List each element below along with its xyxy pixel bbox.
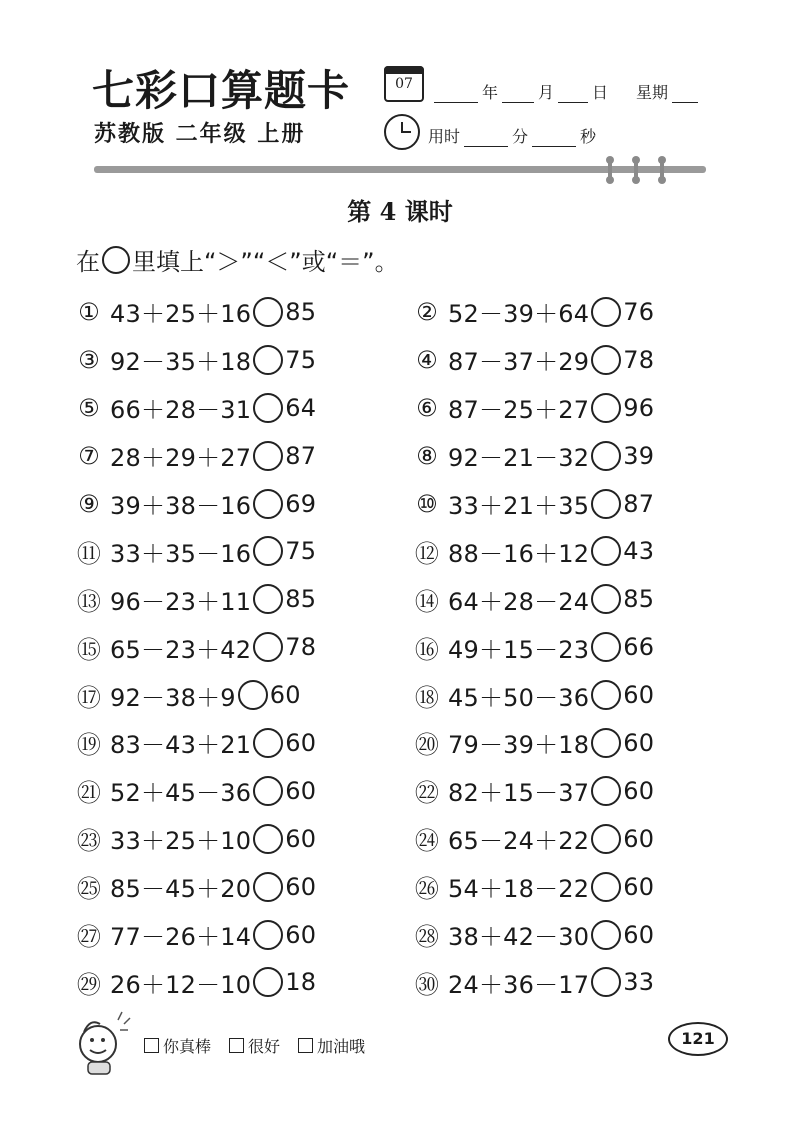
seconds-label: 秒 (580, 127, 597, 146)
problem-number: ㉓ (76, 827, 102, 856)
day-blank[interactable] (558, 84, 588, 103)
problem-compare-value: 75 (285, 345, 317, 374)
problem-number: ⑤ (78, 393, 100, 422)
problem-expression: 79－39＋18 (448, 731, 590, 760)
month-label: 月 (538, 83, 555, 102)
answer-circle[interactable] (591, 824, 621, 854)
problem-item (414, 719, 736, 767)
minutes-blank[interactable] (464, 128, 508, 147)
problem-expression: 77－26＋14 (110, 923, 252, 952)
problem-item (76, 336, 414, 384)
answer-circle[interactable] (591, 297, 621, 327)
problem-item (76, 719, 414, 767)
problem-compare-value: 85 (285, 585, 317, 614)
problem-item (76, 527, 414, 575)
instruction (76, 242, 399, 277)
problem-number: ⑦ (78, 441, 100, 470)
binder-pin-icon (608, 158, 612, 182)
answer-circle[interactable] (253, 441, 283, 471)
problem-expression: 26＋12－10 (110, 970, 252, 999)
problem-number: ⑱ (414, 683, 440, 712)
problem-compare-value: 60 (623, 920, 655, 949)
answer-circle[interactable] (591, 920, 621, 950)
weekday-label: 星期 (636, 83, 669, 102)
answer-circle[interactable] (591, 967, 621, 997)
answer-circle[interactable] (591, 584, 621, 614)
instruction-post: 里填上“＞”“＜”或“＝”。 (132, 248, 399, 276)
circle-icon (102, 246, 130, 274)
checkbox-icon[interactable] (229, 1038, 244, 1053)
calendar-icon (384, 66, 424, 102)
checkbox-icon[interactable] (144, 1038, 159, 1053)
problem-expression: 92－35＋18 (110, 348, 252, 377)
problem-number: ㉒ (414, 779, 440, 808)
problem-number: ④ (416, 345, 438, 374)
problem-compare-value: 78 (623, 345, 655, 374)
time-used-label: 用时 (428, 127, 461, 146)
problem-compare-value: 33 (623, 968, 655, 997)
time-line (428, 124, 596, 147)
problem-item (76, 671, 414, 719)
problem-item (76, 863, 414, 911)
problem-expression: 66＋28－31 (110, 396, 252, 425)
problem-compare-value: 43 (623, 537, 655, 566)
answer-circle[interactable] (591, 489, 621, 519)
problem-expression: 52－39＋64 (448, 300, 590, 329)
answer-circle[interactable] (591, 872, 621, 902)
problem-item (414, 815, 736, 863)
problem-compare-value: 18 (285, 968, 317, 997)
problem-number: ⑲ (76, 731, 102, 760)
weekday-blank[interactable] (672, 84, 698, 103)
problem-expression: 92－38＋9 (110, 683, 236, 712)
problem-expression: 49＋15－23 (448, 635, 590, 664)
lesson-title: 第 4 课时 (347, 197, 453, 226)
problem-item (76, 815, 414, 863)
problem-item (414, 480, 736, 528)
problem-compare-value: 78 (285, 633, 317, 662)
answer-circle[interactable] (253, 489, 283, 519)
problem-item (76, 911, 414, 959)
header-divider (94, 166, 706, 173)
problem-item (76, 623, 414, 671)
answer-circle[interactable] (591, 776, 621, 806)
problem-item (414, 432, 736, 480)
problem-expression: 64＋28－24 (448, 587, 590, 616)
problem-expression: 96－23＋11 (110, 587, 252, 616)
problem-compare-value: 60 (285, 776, 317, 805)
problem-number: ⑧ (416, 441, 438, 470)
brand-title: 七彩口算题卡 (92, 66, 351, 115)
answer-circle[interactable] (591, 728, 621, 758)
problem-compare-value: 60 (623, 728, 655, 757)
day-label: 日 (592, 83, 609, 102)
problem-expression: 87－37＋29 (448, 348, 590, 377)
problem-number: ① (78, 297, 100, 326)
problem-compare-value: 85 (623, 585, 655, 614)
problem-item (76, 288, 414, 336)
rating-label: 加油哦 (317, 1037, 366, 1056)
date-line (430, 80, 702, 103)
problem-compare-value: 60 (623, 681, 655, 710)
problem-item (414, 384, 736, 432)
problem-item (414, 288, 736, 336)
problem-number: ㉙ (76, 970, 102, 999)
answer-circle[interactable] (253, 393, 283, 423)
problem-expression: 65－24＋22 (448, 827, 590, 856)
answer-circle[interactable] (253, 824, 283, 854)
problem-number: ⑯ (414, 635, 440, 664)
answer-circle[interactable] (591, 393, 621, 423)
problem-compare-value: 96 (623, 393, 655, 422)
problem-item (414, 767, 736, 815)
problem-compare-value: 75 (285, 537, 317, 566)
mascot-icon (70, 1008, 134, 1080)
instruction-pre: 在 (76, 248, 100, 276)
problem-number: ⑨ (78, 489, 100, 518)
month-blank[interactable] (502, 84, 534, 103)
problem-number: ㉑ (76, 779, 102, 808)
answer-circle[interactable] (253, 967, 283, 997)
problem-expression: 83－43＋21 (110, 731, 252, 760)
answer-circle[interactable] (253, 584, 283, 614)
problem-item (414, 863, 736, 911)
problem-item (414, 336, 736, 384)
rating-option[interactable] (144, 1034, 211, 1057)
problem-compare-value: 60 (285, 824, 317, 853)
answer-circle[interactable] (253, 872, 283, 902)
problem-compare-value: 60 (623, 872, 655, 901)
rating-option[interactable] (229, 1034, 280, 1057)
problem-expression: 33＋35－16 (110, 539, 252, 568)
problem-expression: 38＋42－30 (448, 923, 590, 952)
problem-compare-value: 69 (285, 489, 317, 518)
problem-expression: 33＋21＋35 (448, 492, 590, 520)
clock-icon (384, 114, 420, 150)
problem-number: ③ (78, 345, 100, 374)
problem-expression: 82＋15－37 (448, 779, 590, 808)
problem-number: ② (416, 297, 438, 326)
problem-expression: 87－25＋27 (448, 396, 590, 425)
problem-compare-value: 85 (285, 297, 317, 326)
checkbox-icon[interactable] (298, 1038, 313, 1053)
problem-expression: 33＋25＋10 (110, 827, 252, 856)
answer-circle[interactable] (253, 920, 283, 950)
answer-circle[interactable] (253, 297, 283, 327)
problem-expression: 43＋25＋16 (110, 300, 252, 329)
self-rating (144, 1034, 365, 1057)
problem-item (76, 384, 414, 432)
problem-expression: 52＋45－36 (110, 779, 252, 808)
answer-circle[interactable] (253, 776, 283, 806)
problem-expression: 45＋50－36 (448, 683, 590, 712)
problem-compare-value: 87 (623, 489, 655, 518)
problem-number: ⑳ (414, 731, 440, 760)
problem-item (76, 432, 414, 480)
problem-compare-value: 64 (285, 393, 317, 422)
answer-circle[interactable] (591, 345, 621, 375)
problem-number: ㉗ (76, 923, 102, 952)
problem-number: ⑫ (414, 539, 440, 568)
problem-number: ⑬ (76, 587, 102, 616)
problem-compare-value: 60 (269, 681, 301, 710)
problem-item (414, 623, 736, 671)
problem-compare-value: 39 (623, 441, 655, 470)
problem-expression: 24＋36－17 (448, 970, 590, 999)
answer-circle[interactable] (253, 728, 283, 758)
year-blank[interactable] (434, 84, 478, 103)
problem-compare-value: 60 (285, 728, 317, 757)
seconds-blank[interactable] (532, 128, 576, 147)
problem-number: ⑥ (416, 393, 438, 422)
answer-circle[interactable] (591, 441, 621, 471)
problem-expression: 85－45＋20 (110, 875, 252, 904)
problem-number: ⑭ (414, 587, 440, 616)
problem-number: ⑮ (76, 635, 102, 664)
problem-number: ㉖ (414, 875, 440, 904)
problem-expression: 54＋18－22 (448, 875, 590, 904)
answer-circle[interactable] (591, 632, 621, 662)
problem-compare-value: 60 (623, 776, 655, 805)
problem-item (76, 480, 414, 528)
edition-label: 苏教版 二年级 上册 (94, 122, 306, 147)
problem-compare-value: 60 (285, 920, 317, 949)
problem-number: ⑪ (76, 539, 102, 568)
problem-number: ⑰ (76, 683, 102, 712)
problem-expression: 28＋29＋27 (110, 444, 252, 473)
problem-number: ⑩ (416, 489, 438, 518)
answer-circle[interactable] (591, 536, 621, 566)
rating-label: 你真棒 (163, 1037, 212, 1056)
problem-grid (76, 288, 736, 1006)
problem-number: ㉔ (414, 827, 440, 856)
calendar-day: 07 (395, 76, 413, 92)
minutes-label: 分 (512, 127, 529, 146)
answer-circle[interactable] (591, 680, 621, 710)
problem-expression: 88－16＋12 (448, 539, 590, 568)
problem-compare-value: 60 (623, 824, 655, 853)
problem-item (414, 575, 736, 623)
problem-item (414, 958, 736, 1006)
problem-item (414, 671, 736, 719)
problem-compare-value: 66 (623, 633, 655, 662)
problem-item (76, 767, 414, 815)
binder-pin-icon (634, 158, 638, 182)
answer-circle[interactable] (253, 632, 283, 662)
problem-item (414, 911, 736, 959)
problem-expression: 92－21－32 (448, 444, 590, 473)
problem-compare-value: 76 (623, 297, 655, 326)
problem-compare-value: 60 (285, 872, 317, 901)
problem-number: ㉕ (76, 875, 102, 904)
problem-item (414, 527, 736, 575)
problem-item (76, 575, 414, 623)
year-label: 年 (482, 83, 499, 102)
answer-circle[interactable] (253, 536, 283, 566)
problem-compare-value: 87 (285, 441, 317, 470)
problem-item (76, 958, 414, 1006)
problem-expression: 39＋38－16 (110, 492, 252, 520)
rating-label: 很好 (248, 1037, 281, 1056)
rating-option[interactable] (298, 1034, 365, 1057)
answer-circle[interactable] (253, 345, 283, 375)
problem-number: ㉚ (414, 970, 440, 999)
problem-number: ㉘ (414, 923, 440, 952)
binder-pin-icon (660, 158, 664, 182)
problem-expression: 65－23＋42 (110, 635, 252, 664)
page-number: 121 (668, 1022, 728, 1056)
answer-circle[interactable] (238, 680, 268, 710)
